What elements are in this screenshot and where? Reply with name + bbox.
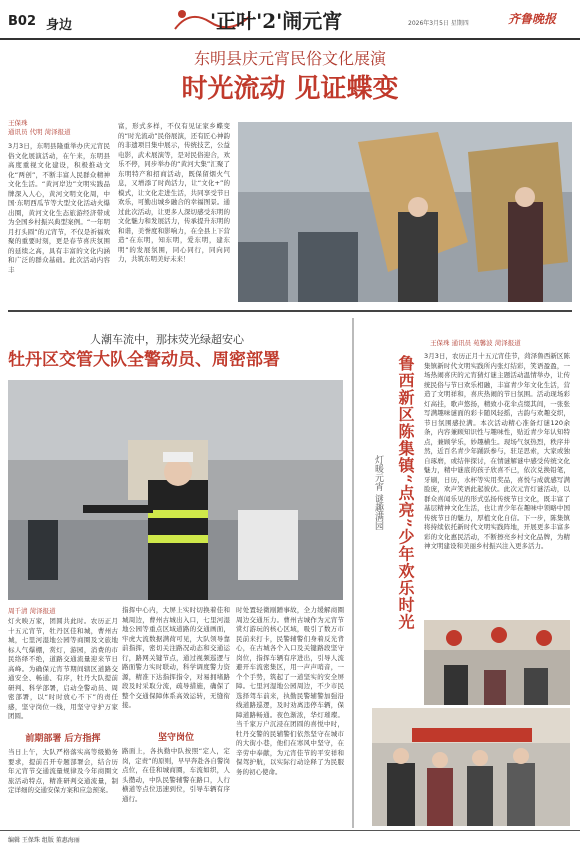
- article2-subhead-1: 前期部署 后方指挥: [25, 734, 101, 744]
- article1-column-2: 富，形式多样，不仅有见证家乡蝶变的“时光流动”民俗展演，还有匠心神韵的非遗项目集中展示，传统技艺，公益电影，武术展演等，是对民俗迎合，欢乐不停，同步举办的“黄河大集”汇聚了东明特产和招商活动，既保留烟火气息，又增添了时尚活力，让“文化+”的模式，让文化走进生活，共同享受节日欢乐，可勤出城乡融合的幸福图景。通过此次活动，让更多人深切感受东明的文化魅力和发展活力，传承提升东明的和谐，美誉度和影响力，在全县上下营造“在东明，知东明，爱东明，建东明”的发展氛围，同心同行，同向同力，共筑东明美好未来！: [118, 122, 230, 263]
- article2-subhead-2: 坚守岗位: [157, 733, 194, 743]
- article2-col2-text: 指挥中心内，大屏上实时切换着佳和城周边，曹州古城出入口，七里河湿地公园等重点区域道路的交通画面，牢虎大流数据满荷可见，大队领导靠前指挥，密切关注路况动态和交通运行，路网关键节点，通过视频巡逻与路面警力实时联动，科学调度警力资源，精准下达指挥指令，对易拥堵路段及时采取分流，疏导措施，确保了整个交通保障体系高效运转，无缝衔接。: [122, 606, 230, 709]
- article2-col1-text: 灯火映万家，团圆共此时。农历正月十五元宵节，牡丹区佳和城，曹州古城，七里河湿地公园等商圈及文旅地标人气爆棚，赏灯，游园，消费的市民络绎不绝，道路交通流量迎来节日高峰。为确保元宵节期间辖区道路交通安全、畅通、有序，牡丹大队提前研判、科学部署，启动全警动员、周密部署，以“时时放心不下”的责任感，坚守岗位一线，用坚守守护万家团圆。: [8, 617, 118, 720]
- article1-title: 时光流动 见证蝶变: [181, 74, 399, 104]
- article2-photo: [8, 380, 343, 600]
- article2-column-1: [8, 617, 118, 827]
- page-number: B02: [8, 14, 36, 29]
- article1-byline: [8, 118, 108, 136]
- article2-col2b-text: 路面上，各执勤中队按照“定人，定岗，定责”的原则，早早奔赴各自警岗点位，在佳和城商圈，车流如织，人头攒动，中队民警辅警在路口，人行横道等点位迅速到位，引导车辆有序通行。: [122, 747, 230, 803]
- section-name: 身边: [46, 18, 73, 33]
- article2-kicker: 人潮车流中，那抹荧光绿超安心: [90, 333, 244, 346]
- article3-photo-top: [424, 620, 570, 705]
- banner-decoration-icon: [170, 4, 350, 34]
- section-divider: [8, 310, 572, 312]
- article1-kicker: 东明县庆元宵民俗文化展演: [193, 49, 386, 68]
- article2-column-3: 时处置轻微剐蹭事故，全力缓解商圈周边交通压力。曹州古城作为元宵节赏灯游玩的核心区域，吸引了数万市民前来打卡，民警辅警们身着反光背心，在古城各个入口及关键路段坚守岗位，指挥车辆有序进出，引导人流避开车流密集区，用一声声哨音，一个个手势，筑起了一道坚实的安全屏障。七里河湿地公园周边，不少市民选择驾车前来，执勤民警辅警加强沿线道路巡逻，及时劝离违停车辆，保障道路畅通。夜色渐浓，华灯璀璨。当千家万户沉浸在团圆的喜悦中时，牡丹交警的民辅警们依然坚守在城市的大街小巷，他们在寒风中坚守，在辛劳中奉献，为元宵佳节的平安祥和保驾护航，以实际行动诠释了为民服务的初心使命。: [236, 606, 344, 776]
- article3-body: 3月3日，农历正月十五元宵佳节，菏泽鲁西新区陈集镇新时代文明实践所内张灯结彩，笑语盈盈，一场热闹喜庆的元宵猜灯谜主题活动温情举办，让传统民俗与节日欢乐相融，丰富青少年文化生活，营造了文明祥和，喜庆热闹的节日氛围。活动现场彩灯高挂，歌声悠扬，精致小花伞点缀其间，一张张写满趣味谜面的彩卡随风轻摇，古韵与欢趣交织，节日氛围感拉满。本次活动精心准备灯谜120余条，内容兼顾知识性与趣味性，贴近青少年认知特点，兼顾学乐，妙趣横生。现场气氛热烈，秩序井然，近百名青少年踊跃参与，驻足思索，大家或独自琢磨，或结伴探讨，在情谜解谜中感受传统文化魅力，精中谜底的孩子欣喜不已，依次兑换铅笔，牙刷，日历，水杯等实用奖品，喜悦与成就感写满脸庞，欢声笑语此起彼伏。此次元宵灯谜活动，以群众喜闻乐见的形式弘扬传统节日文化，既丰富了基层精神文化生活，也让青少年在趣味中领略中国传统节日的魅力，厚植文化自信。下一步，陈集镇将持续依托新时代文明实践阵地，开展更多丰富多彩的文化惠民活动，不断擦亮乡村文化品牌，为精神文明建设和美丽乡村振兴注入更多活力。: [424, 352, 570, 550]
- newspaper-brand: 齐鲁晚报: [508, 12, 557, 26]
- page-footer: 编辑 王保珠 组版 董惠海丽: [0, 830, 580, 844]
- photo-traffic-police-icon: [8, 380, 343, 600]
- festival-banner: [170, 4, 350, 34]
- article2-byline: 周千清 菏泽报道: [8, 607, 56, 615]
- page-header: [0, 0, 580, 40]
- article1-column-1: 3月3日，东明县隆重举办庆元宵民俗文化展演活动，在午来，东明县高度重视文化建设，积极推动文化“两创”，不断丰富人民群众精神文化生活。“黄河岸边”文明实践品牌深入人心，黄河文明文化周，中国·东明西瓜节等大型文化活动火爆出圈，黄河文化生态旅游经济带成为全国乡村振兴典型案例。“一年明月打头圆”的元宵节，不仅是祈福欢聚的重要时刻，更是春节喜庆氛围的延续之高，具有丰富的文化内涵和广泛的群众基础。此次活动内容丰: [8, 142, 110, 274]
- article1-byline-desk: 通讯员 代明 菏泽报道: [8, 128, 71, 136]
- photo-lantern-riddles-icon: [424, 620, 570, 705]
- article2-title: 牡丹区交管大队全警动员、周密部署: [8, 350, 280, 370]
- banner-text: '正叶'2'闹元宵: [210, 9, 343, 33]
- issue-date: 2026年3月5日 星期四: [408, 20, 469, 27]
- article3-subtitle: 灯暖元宵 谜趣满园: [373, 455, 383, 530]
- article1-byline-author: 王保珠: [8, 119, 28, 127]
- column-divider: [352, 318, 354, 828]
- photo-children-prizes-icon: [372, 708, 570, 826]
- article3-title: 鲁西新区陈集镇“点亮”少年欢乐时光: [396, 355, 415, 631]
- article2-col1b-text: 当日上午，大队严格落实高等级勤务要求，提前召开专题部署会，结合历年元宵节交通流量规律及今年商圈文旅活动特点，精准研判交通流量，制定详细的交通安保方案和应急预案。: [8, 748, 118, 794]
- article2-column-2: [122, 606, 230, 826]
- photo-folk-performance-icon: [238, 122, 572, 302]
- article3-byline: 王保珠 通讯员 苑馨波 菏泽报道: [430, 339, 521, 347]
- article1-photo: [238, 122, 572, 302]
- article3-photo-bottom: [372, 708, 570, 826]
